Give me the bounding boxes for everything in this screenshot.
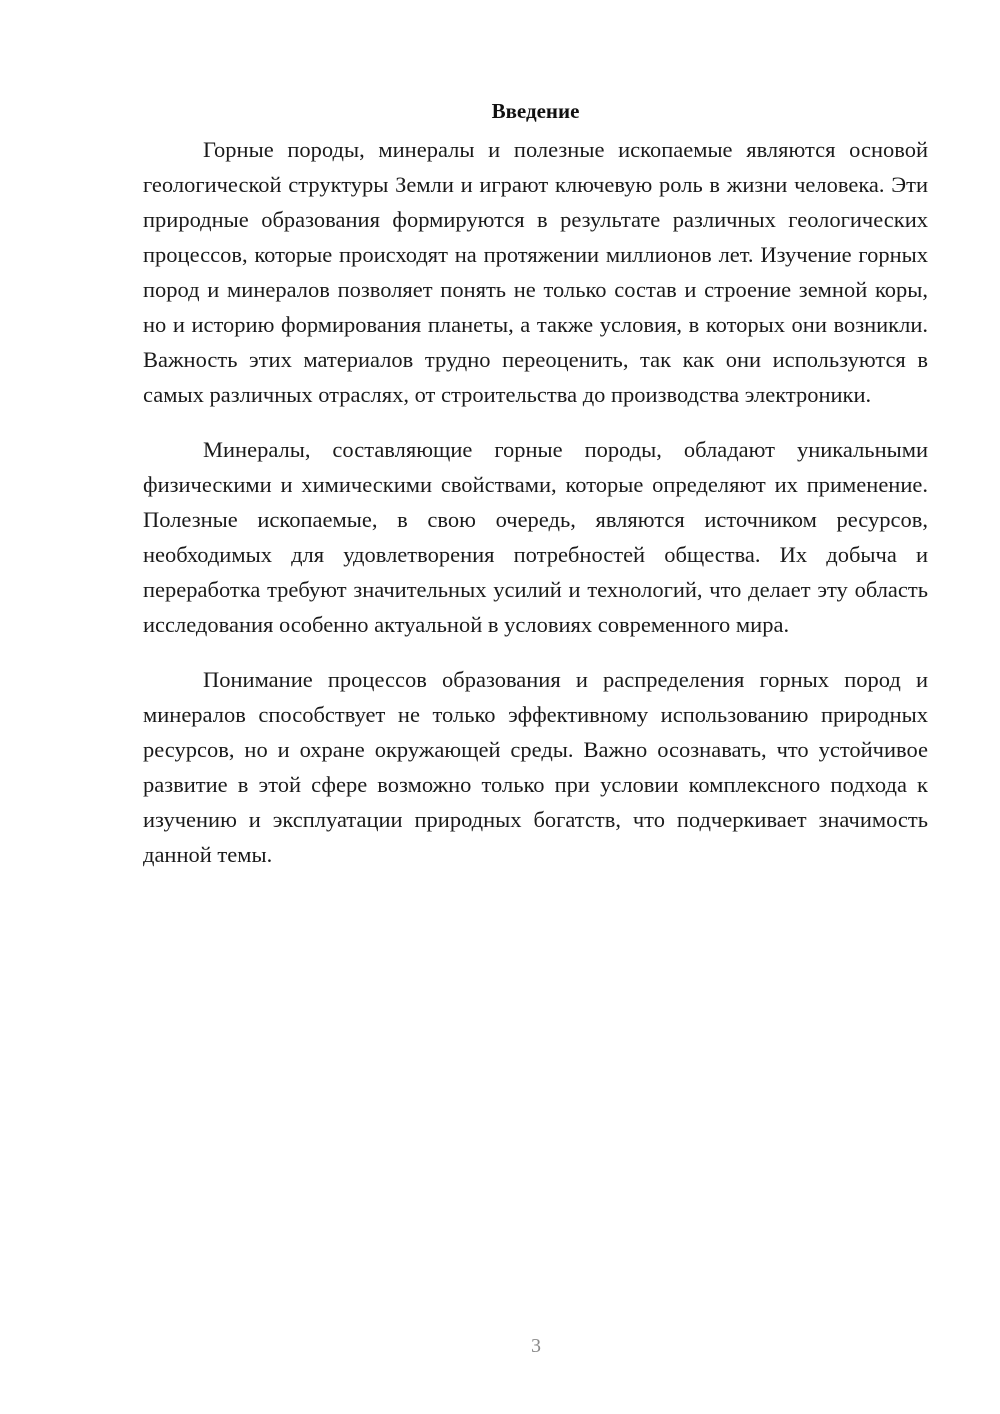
paragraph-3: Понимание процессов образования и распределения горных пород и минералов способствует не только эффективному использованию природных ресурсов, но и охране окружающей среды. Важно осознавать, что устойчивое развитие в этой сфере возможно только при условии комплексного подхода к изучению и эксплуатации природных богатств, что подчеркивает значимость данной темы. [143, 667, 928, 867]
paragraph-2: Минералы, составляющие горные породы, обладают уникальными физическими и химическими свойствами, которые определяют их применение. Полезные ископаемые, в свою очередь, являются источником ресурсов, необходимых для удовлетворения потребностей общества. Их добыча и переработка требуют значительных усилий и технологий, что делает эту область исследования особенно актуальной в условиях современного мира. [143, 437, 928, 637]
section-heading: Введение [491, 99, 580, 123]
page-number: 3 [531, 1335, 541, 1357]
paragraph-1: Горные породы, минералы и полезные ископаемые являются основой геологической структуры Земли и играют ключевую роль в жизни человека. Эти природные образования формируются в результате различных геологических процессов, которые происходят на протяжении миллионов лет. Изучение горных пород и минералов позволяет понять не только состав и строение земной коры, но и историю формирования планеты, а также условия, в которых они возникли. Важность этих материалов трудно переоценить, так как они используются в самых различных отраслях, от строительства до производства электроники. [143, 137, 928, 407]
page-content [143, 96, 928, 892]
